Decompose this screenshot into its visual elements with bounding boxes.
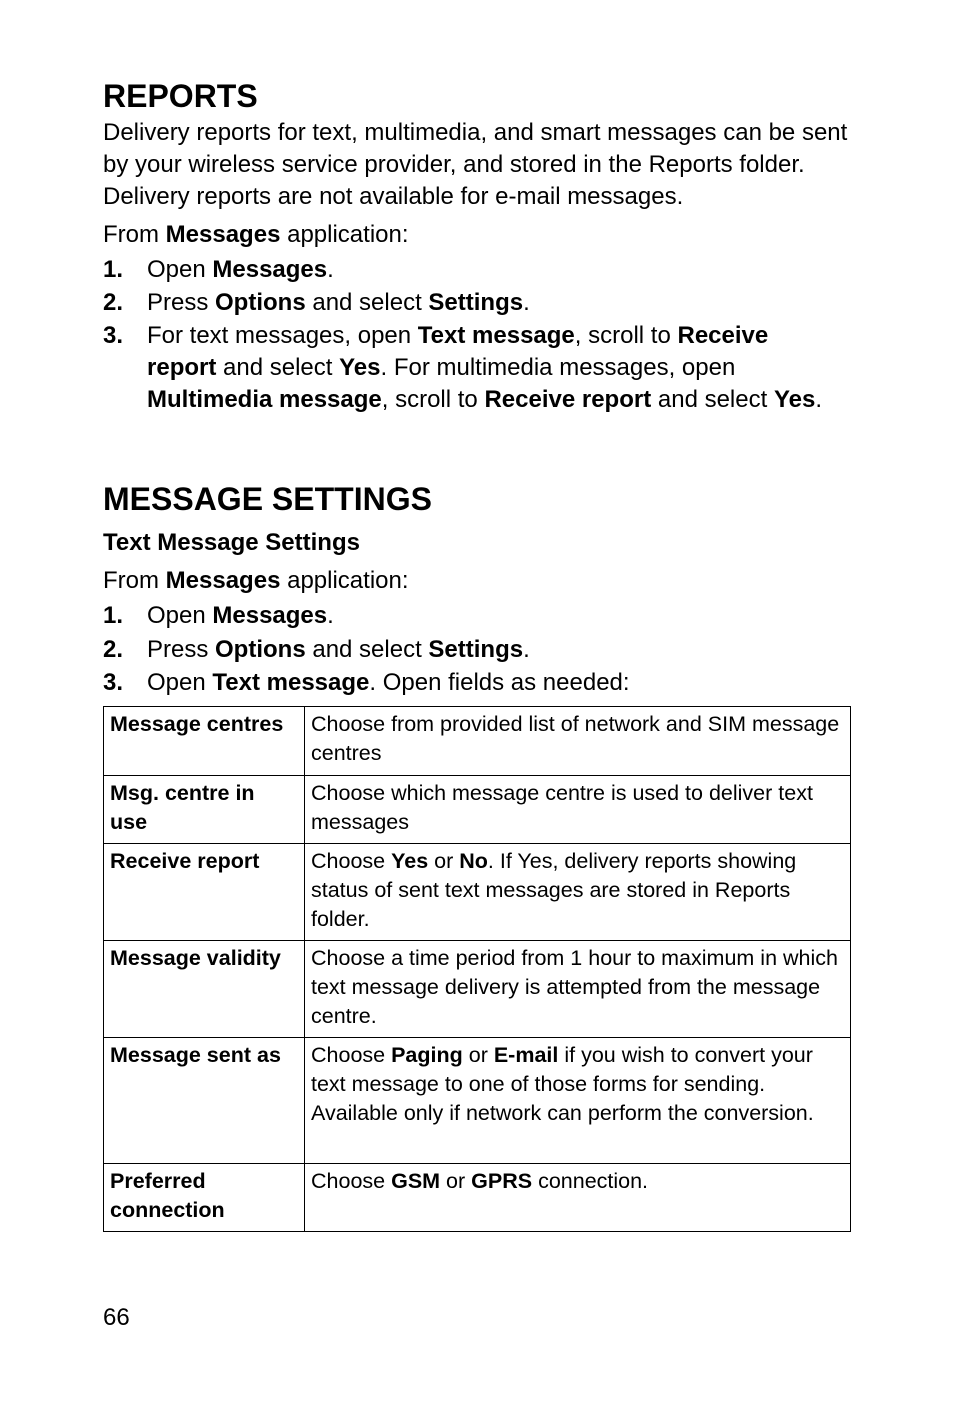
settings-step bbox=[103, 634, 851, 666]
step-text: Press Options and select Settings. bbox=[147, 289, 530, 316]
setting-description: Choose a time period from 1 hour to maximum in which text message delivery is attempted from the message centre. bbox=[305, 941, 851, 1038]
text-message-settings-table bbox=[103, 706, 851, 1232]
step-number: 3. bbox=[103, 322, 124, 349]
step-number: 3. bbox=[103, 669, 124, 696]
setting-description: Choose which message centre is used to deliver text messages bbox=[305, 776, 851, 844]
step-text: Press Options and select Settings. bbox=[147, 636, 530, 663]
settings-step bbox=[103, 600, 851, 632]
settings-step bbox=[103, 667, 851, 699]
setting-description: Choose Paging or E-mail if you wish to convert your text message to one of those forms for sending. Available only if network can perform the conversion. bbox=[305, 1038, 851, 1164]
table-row bbox=[104, 941, 851, 1038]
setting-description: Choose GSM or GPRS connection. bbox=[305, 1164, 851, 1232]
table-row bbox=[104, 1038, 851, 1164]
table-row bbox=[104, 707, 851, 776]
step-text: Open Messages. bbox=[147, 256, 334, 283]
setting-name: Preferred connection bbox=[104, 1164, 305, 1232]
page-number: 66 bbox=[103, 1304, 130, 1331]
setting-description: Choose Yes or No. If Yes, delivery reports showing status of sent text messages are stored in Reports folder. bbox=[305, 844, 851, 941]
setting-name: Message validity bbox=[104, 941, 305, 1038]
table-row bbox=[104, 844, 851, 941]
setting-name: Message centres bbox=[104, 707, 305, 776]
setting-name: Msg. centre in use bbox=[104, 776, 305, 844]
reports-step bbox=[103, 254, 851, 286]
setting-description: Choose from provided list of network and SIM message centres bbox=[305, 707, 851, 776]
step-number: 2. bbox=[103, 636, 124, 663]
reports-from-line: From Messages application: bbox=[103, 221, 409, 248]
reports-heading: REPORTS bbox=[103, 78, 258, 114]
setting-name: Receive report bbox=[104, 844, 305, 941]
step-text: Open Messages. bbox=[147, 602, 334, 629]
step-text: For text messages, open Text message, scroll to Receive report and select Yes. For multimedia messages, open Multimedia message, scroll to Receive report and select Yes. bbox=[147, 322, 823, 413]
table-row bbox=[104, 1164, 851, 1232]
reports-step bbox=[103, 287, 851, 319]
text-message-settings-subheading: Text Message Settings bbox=[103, 529, 360, 556]
message-settings-heading: MESSAGE SETTINGS bbox=[103, 481, 432, 517]
table-row bbox=[104, 776, 851, 844]
step-text: Open Text message. Open fields as needed: bbox=[147, 669, 630, 696]
step-number: 2. bbox=[103, 289, 124, 316]
settings-from-line: From Messages application: bbox=[103, 567, 409, 594]
step-number: 1. bbox=[103, 602, 124, 629]
step-number: 1. bbox=[103, 256, 124, 283]
reports-step bbox=[103, 320, 851, 448]
setting-name: Message sent as bbox=[104, 1038, 305, 1164]
reports-intro: Delivery reports for text, multimedia, and smart messages can be sent by your wireless service provider, and stored in the Reports folder. Delivery reports are not available for e-mail messages. bbox=[103, 119, 848, 210]
